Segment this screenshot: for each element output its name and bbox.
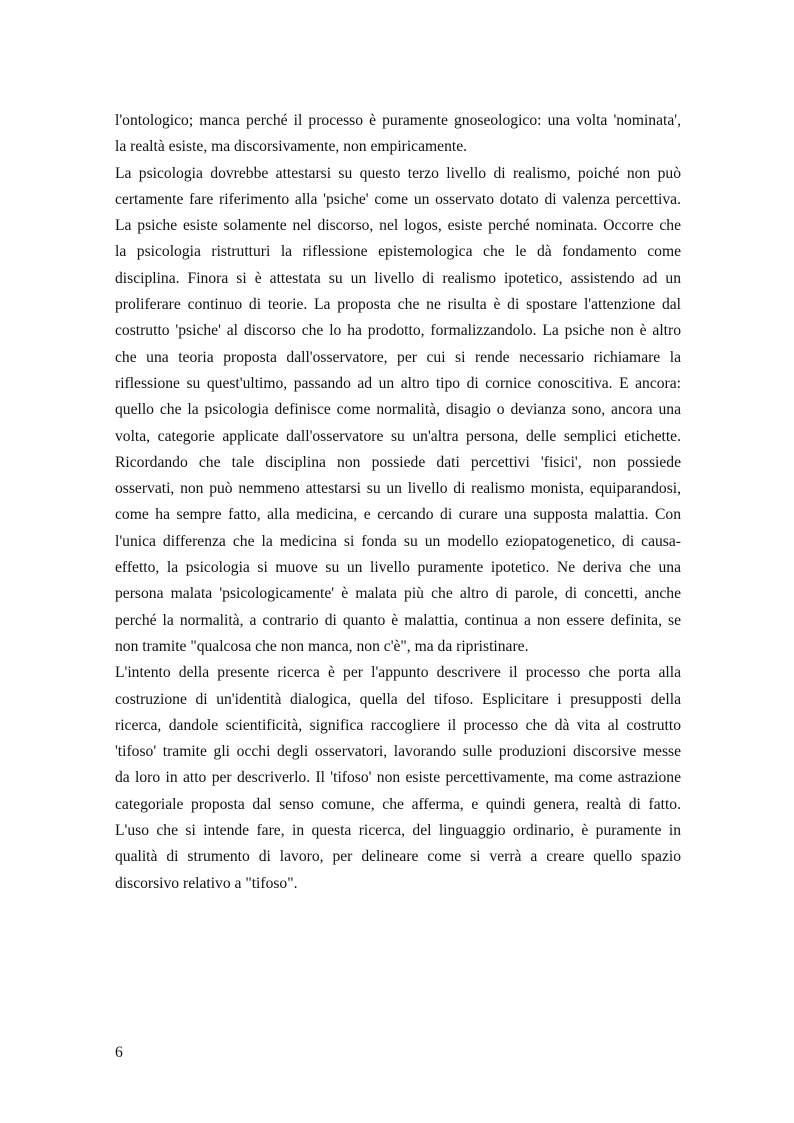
text-line: da loro in atto per descriverlo. Il 'tifoso' non esiste percettivamente, ma come astrazione xyxy=(115,769,681,787)
text-line: categoriale proposta dal senso comune, che afferma, e quindi genera, realtà di fatto. xyxy=(115,795,681,813)
text-line: La psicologia dovrebbe attestarsi su questo terzo livello di realismo, poiché non può xyxy=(115,164,681,182)
text-line: costrutto 'psiche' al discorso che lo ha prodotto, formalizzandolo. La psiche non è altro xyxy=(115,322,681,340)
text-line: volta, categorie applicate dall'osservatore su un'altra persona, delle semplici etichette. xyxy=(115,427,681,445)
text-line: disciplina. Finora si è attestata su un livello di realismo ipotetico, assistendo ad un xyxy=(115,269,681,287)
text-line: L'intento della presente ricerca è per l'appunto descrivere il processo che porta alla xyxy=(115,664,681,682)
text-line: la realtà esiste, ma discorsivamente, non empiricamente. xyxy=(115,138,468,156)
text-line: persona malata 'psicologicamente' è malata più che altro di parole, di concetti, anche xyxy=(115,585,681,603)
document-body xyxy=(115,108,681,897)
text-line: riflessione su quest'ultimo, passando ad un altro tipo di cornice conoscitiva. E ancora: xyxy=(115,374,681,392)
text-line: 'tifoso' tramite gli occhi degli osservatori, lavorando sulle produzioni discorsive messe xyxy=(115,743,681,761)
text-line: l'ontologico; manca perché il processo è puramente gnoseologico: una volta 'nominata', xyxy=(115,112,681,129)
text-line: quello che la psicologia definisce come normalità, disagio o devianza sono, ancora una xyxy=(115,401,681,419)
text-line: qualità di strumento di lavoro, per delineare come si verrà a creare quello spazio xyxy=(115,848,681,866)
text-line: certamente fare riferimento alla 'psiche' come un osservato dotato di valenza percettiva. xyxy=(115,190,681,208)
text-line: discorsivo relativo a "tifoso". xyxy=(115,874,298,892)
text-line: ricerca, dandole scientificità, significa raccogliere il processo che dà vita al costrutto xyxy=(115,716,681,734)
text-line: l'unica differenza che la medicina si fonda su un modello eziopatogenetico, di causa- xyxy=(115,532,681,550)
text-line: perché la normalità, a contrario di quanto è malattia, continua a non essere definita, se xyxy=(115,611,681,629)
text-line: la psicologia ristrutturi la riflessione epistemologica che le dà fondamento come xyxy=(115,243,681,261)
text-line: La psiche esiste solamente nel discorso, nel logos, esiste perché nominata. Occorre che xyxy=(115,217,681,235)
text-line: come ha sempre fatto, alla medicina, e cercando di curare una supposta malattia. Con xyxy=(115,506,681,524)
text-line: L'uso che si intende fare, in questa ricerca, del linguaggio ordinario, è puramente in xyxy=(115,822,681,840)
text-line: osservati, non può nemmeno attestarsi su un livello di realismo monista, equiparandosi, xyxy=(115,480,681,498)
page-number: 6 xyxy=(115,1044,123,1061)
text-line: proliferare continuo di teorie. La proposta che ne risulta è di spostare l'attenzione dal xyxy=(115,296,681,314)
text-line: costruzione di un'identità dialogica, quella del tifoso. Esplicitare i presupposti della xyxy=(115,690,681,708)
text-line: che una teoria proposta dall'osservatore, per cui si rende necessario richiamare la xyxy=(115,348,681,366)
text-line: Ricordando che tale disciplina non possiede dati percettivi 'fisici', non possiede xyxy=(115,453,681,471)
text-line: effetto, la psicologia si muove su un livello puramente ipotetico. Ne deriva che una xyxy=(115,559,681,577)
text-line: non tramite "qualcosa che non manca, non c'è", ma da ripristinare. xyxy=(115,637,529,655)
